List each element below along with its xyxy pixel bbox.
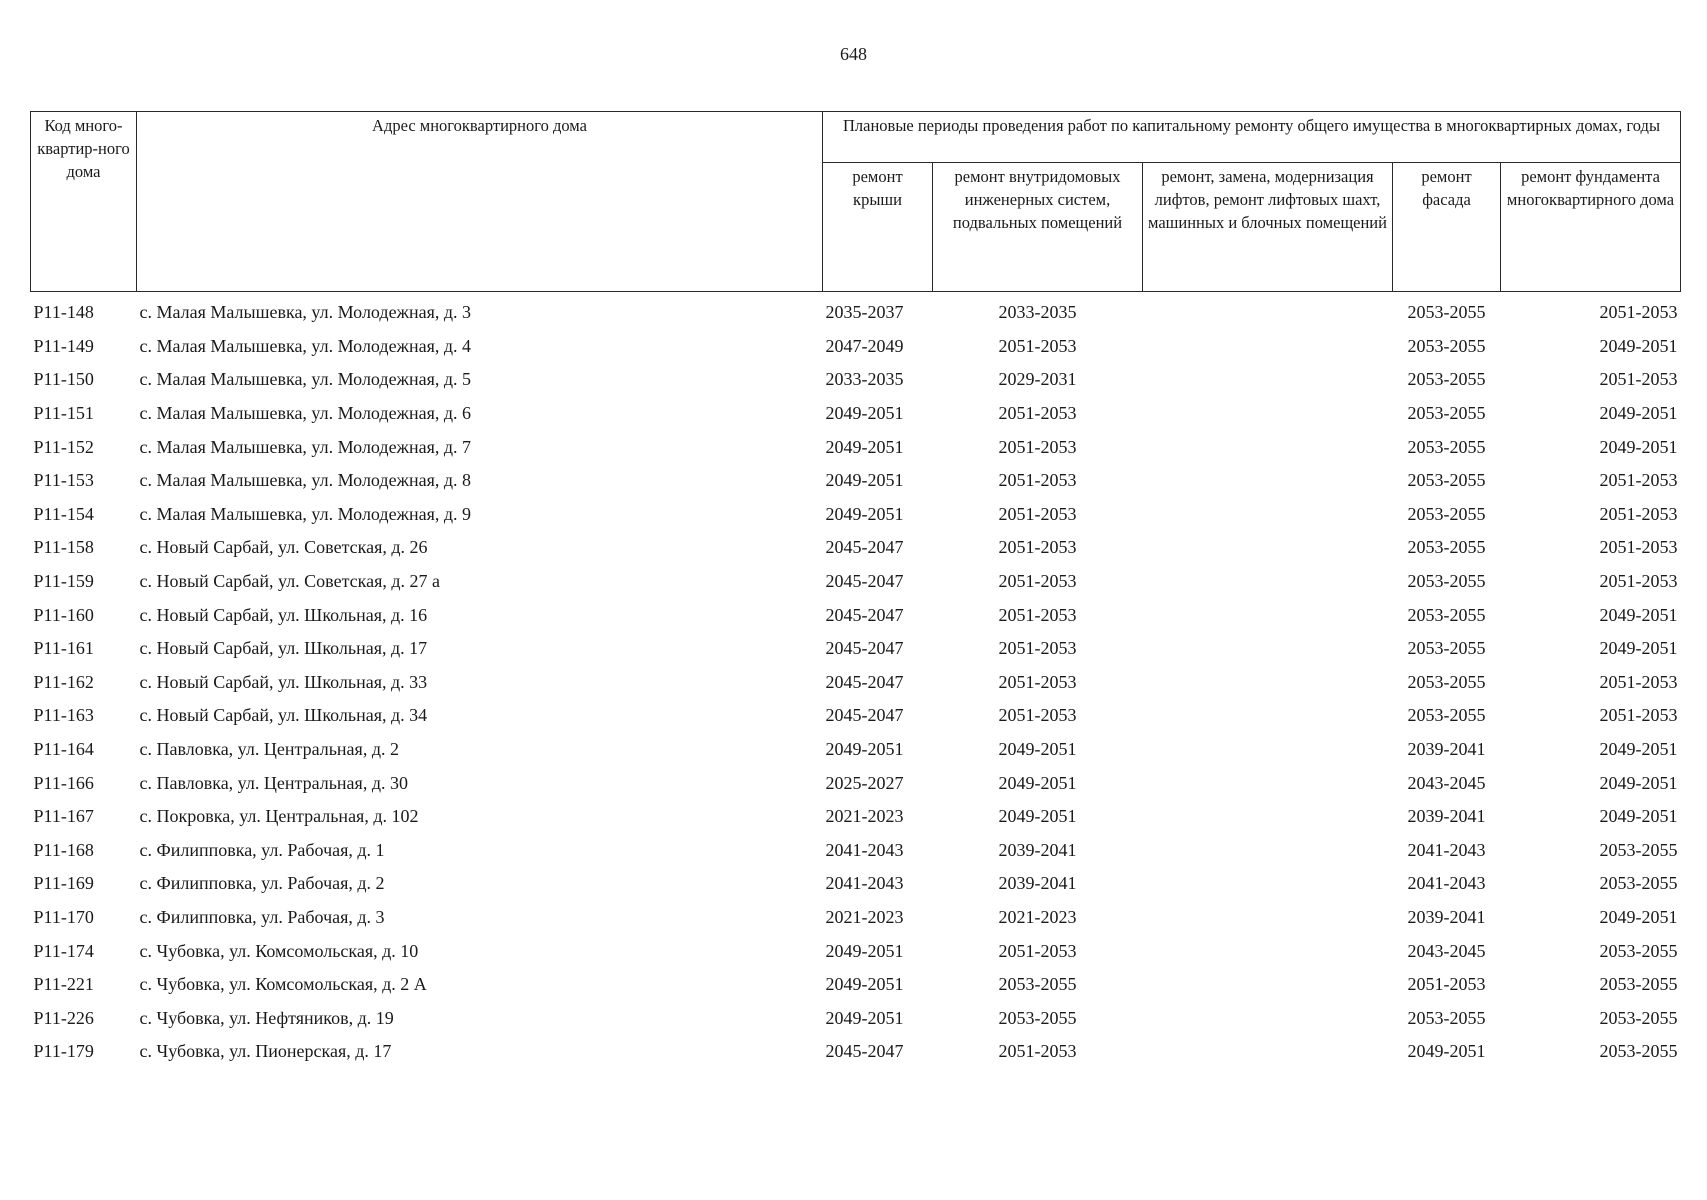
house-code: Р11-163 (33, 705, 94, 726)
elevator-repair-period (1143, 363, 1393, 397)
header-foundation: ремонт фундамента многоквартирного дома (1501, 163, 1681, 292)
foundation-repair-period: 2053-2055 (1599, 940, 1678, 961)
table-row (31, 1035, 1681, 1069)
engineering-repair-period: 2051-2053 (998, 537, 1077, 558)
elevator-repair-period (1143, 867, 1393, 901)
house-code: Р11-148 (33, 302, 94, 323)
facade-repair-period: 2041-2043 (1407, 873, 1486, 894)
engineering-repair-period: 2051-2053 (998, 1041, 1077, 1062)
house-code: Р11-154 (33, 503, 94, 524)
house-address: с. Чубовка, ул. Нефтяников, д. 19 (139, 1007, 394, 1028)
elevator-repair-period (1143, 834, 1393, 868)
foundation-repair-period: 2051-2053 (1599, 470, 1678, 491)
table-row (31, 901, 1681, 935)
foundation-repair-period: 2051-2053 (1599, 503, 1678, 524)
roof-repair-period: 2045-2047 (825, 705, 904, 726)
house-code: Р11-153 (33, 470, 94, 491)
roof-repair-period: 2045-2047 (825, 671, 904, 692)
facade-repair-period: 2053-2055 (1407, 638, 1486, 659)
elevator-repair-period (1143, 699, 1393, 733)
engineering-repair-period: 2051-2053 (998, 571, 1077, 592)
elevator-repair-period (1143, 397, 1393, 431)
foundation-repair-period: 2049-2051 (1599, 403, 1678, 424)
foundation-repair-period: 2051-2053 (1599, 369, 1678, 390)
roof-repair-period: 2049-2051 (825, 1007, 904, 1028)
house-code: Р11-168 (33, 839, 94, 860)
foundation-repair-period: 2049-2051 (1599, 739, 1678, 760)
roof-repair-period: 2021-2023 (825, 906, 904, 927)
house-address: с. Малая Малышевка, ул. Молодежная, д. 4 (139, 335, 472, 356)
roof-repair-period: 2035-2037 (825, 302, 904, 323)
house-code: Р11-161 (33, 638, 94, 659)
table-row (31, 430, 1681, 464)
house-address: с. Павловка, ул. Центральная, д. 30 (139, 772, 408, 793)
house-code: Р11-152 (33, 436, 94, 457)
roof-repair-period: 2049-2051 (825, 739, 904, 760)
house-code: Р11-170 (33, 906, 94, 927)
house-address: с. Малая Малышевка, ул. Молодежная, д. 3 (139, 302, 472, 323)
house-address: с. Филипповка, ул. Рабочая, д. 1 (139, 839, 385, 860)
elevator-repair-period (1143, 292, 1393, 330)
roof-repair-period: 2033-2035 (825, 369, 904, 390)
engineering-repair-period: 2051-2053 (998, 335, 1077, 356)
roof-repair-period: 2025-2027 (825, 772, 904, 793)
table-row (31, 498, 1681, 532)
elevator-repair-period (1143, 330, 1393, 364)
facade-repair-period: 2053-2055 (1407, 705, 1486, 726)
house-address: с. Новый Сарбай, ул. Школьная, д. 17 (139, 638, 428, 659)
table-row (31, 598, 1681, 632)
house-address: с. Филипповка, ул. Рабочая, д. 2 (139, 873, 385, 894)
elevator-repair-period (1143, 800, 1393, 834)
facade-repair-period: 2051-2053 (1407, 974, 1486, 995)
foundation-repair-period: 2053-2055 (1599, 1007, 1678, 1028)
engineering-repair-period: 2029-2031 (998, 369, 1077, 390)
elevator-repair-period (1143, 632, 1393, 666)
engineering-repair-period: 2051-2053 (998, 403, 1077, 424)
house-code: Р11-149 (33, 335, 94, 356)
house-address: с. Малая Малышевка, ул. Молодежная, д. 7 (139, 436, 472, 457)
engineering-repair-period: 2039-2041 (998, 873, 1077, 894)
elevator-repair-period (1143, 1035, 1393, 1069)
table-body (31, 292, 1681, 1069)
elevator-repair-period (1143, 766, 1393, 800)
house-code: Р11-151 (33, 403, 94, 424)
table-header (31, 112, 1681, 292)
house-address: с. Филипповка, ул. Рабочая, д. 3 (139, 906, 385, 927)
engineering-repair-period: 2053-2055 (998, 974, 1077, 995)
house-code: Р11-221 (33, 974, 94, 995)
roof-repair-period: 2045-2047 (825, 571, 904, 592)
table-row (31, 464, 1681, 498)
engineering-repair-period: 2033-2035 (998, 302, 1077, 323)
roof-repair-period: 2049-2051 (825, 974, 904, 995)
facade-repair-period: 2039-2041 (1407, 739, 1486, 760)
house-code: Р11-226 (33, 1007, 94, 1028)
facade-repair-period: 2053-2055 (1407, 436, 1486, 457)
roof-repair-period: 2049-2051 (825, 436, 904, 457)
elevator-repair-period (1143, 464, 1393, 498)
foundation-repair-period: 2049-2051 (1599, 638, 1678, 659)
roof-repair-period: 2049-2051 (825, 403, 904, 424)
engineering-repair-period: 2021-2023 (998, 906, 1077, 927)
table-row (31, 800, 1681, 834)
house-code: Р11-162 (33, 671, 94, 692)
header-code: Код много-квартир-ного дома (31, 112, 137, 292)
foundation-repair-period: 2049-2051 (1599, 436, 1678, 457)
house-address: с. Чубовка, ул. Комсомольская, д. 10 (139, 940, 419, 961)
foundation-repair-period: 2049-2051 (1599, 806, 1678, 827)
engineering-repair-period: 2051-2053 (998, 503, 1077, 524)
facade-repair-period: 2039-2041 (1407, 806, 1486, 827)
table-row (31, 531, 1681, 565)
facade-repair-period: 2041-2043 (1407, 839, 1486, 860)
foundation-repair-period: 2053-2055 (1599, 1041, 1678, 1062)
roof-repair-period: 2049-2051 (825, 503, 904, 524)
roof-repair-period: 2049-2051 (825, 470, 904, 491)
header-periods: Плановые периоды проведения работ по капитальному ремонту общего имущества в многоквартирных домах, годы (823, 112, 1681, 163)
table-row (31, 397, 1681, 431)
table-row (31, 632, 1681, 666)
house-address: с. Новый Сарбай, ул. Советская, д. 26 (139, 537, 428, 558)
engineering-repair-period: 2049-2051 (998, 772, 1077, 793)
facade-repair-period: 2039-2041 (1407, 906, 1486, 927)
house-address: с. Новый Сарбай, ул. Школьная, д. 16 (139, 604, 428, 625)
table-row (31, 565, 1681, 599)
house-address: с. Новый Сарбай, ул. Советская, д. 27 а (139, 571, 441, 592)
elevator-repair-period (1143, 565, 1393, 599)
house-code: Р11-150 (33, 369, 94, 390)
engineering-repair-period: 2051-2053 (998, 604, 1077, 625)
roof-repair-period: 2021-2023 (825, 806, 904, 827)
elevator-repair-period (1143, 934, 1393, 968)
engineering-repair-period: 2053-2055 (998, 1007, 1077, 1028)
house-code: Р11-159 (33, 571, 94, 592)
house-address: с. Павловка, ул. Центральная, д. 2 (139, 739, 399, 760)
elevator-repair-period (1143, 968, 1393, 1002)
house-code: Р11-160 (33, 604, 94, 625)
facade-repair-period: 2053-2055 (1407, 369, 1486, 390)
elevator-repair-period (1143, 430, 1393, 464)
engineering-repair-period: 2051-2053 (998, 470, 1077, 491)
page-number: 648 (840, 44, 867, 64)
table-row (31, 934, 1681, 968)
facade-repair-period: 2053-2055 (1407, 403, 1486, 424)
house-code: Р11-169 (33, 873, 94, 894)
roof-repair-period: 2041-2043 (825, 873, 904, 894)
engineering-repair-period: 2051-2053 (998, 940, 1077, 961)
facade-repair-period: 2053-2055 (1407, 571, 1486, 592)
engineering-repair-period: 2049-2051 (998, 806, 1077, 827)
table-row (31, 699, 1681, 733)
house-code: Р11-179 (33, 1041, 94, 1062)
foundation-repair-period: 2049-2051 (1599, 906, 1678, 927)
facade-repair-period: 2049-2051 (1407, 1041, 1486, 1062)
roof-repair-period: 2041-2043 (825, 839, 904, 860)
table-row (31, 292, 1681, 330)
table-row (31, 867, 1681, 901)
engineering-repair-period: 2049-2051 (998, 739, 1077, 760)
house-address: с. Чубовка, ул. Пионерская, д. 17 (139, 1041, 392, 1062)
facade-repair-period: 2053-2055 (1407, 1007, 1486, 1028)
house-code: Р11-174 (33, 940, 94, 961)
foundation-repair-period: 2051-2053 (1599, 671, 1678, 692)
facade-repair-period: 2053-2055 (1407, 671, 1486, 692)
facade-repair-period: 2053-2055 (1407, 470, 1486, 491)
table-row (31, 834, 1681, 868)
house-address: с. Новый Сарбай, ул. Школьная, д. 34 (139, 705, 428, 726)
house-address: с. Малая Малышевка, ул. Молодежная, д. 9 (139, 503, 472, 524)
house-code: Р11-167 (33, 806, 94, 827)
facade-repair-period: 2053-2055 (1407, 302, 1486, 323)
table-row (31, 330, 1681, 364)
foundation-repair-period: 2049-2051 (1599, 335, 1678, 356)
roof-repair-period: 2045-2047 (825, 604, 904, 625)
house-address: с. Малая Малышевка, ул. Молодежная, д. 8 (139, 470, 472, 491)
engineering-repair-period: 2051-2053 (998, 638, 1077, 659)
foundation-repair-period: 2049-2051 (1599, 604, 1678, 625)
house-code: Р11-164 (33, 739, 94, 760)
table-row (31, 363, 1681, 397)
roof-repair-period: 2045-2047 (825, 638, 904, 659)
elevator-repair-period (1143, 531, 1393, 565)
house-address: с. Чубовка, ул. Комсомольская, д. 2 А (139, 974, 427, 995)
foundation-repair-period: 2051-2053 (1599, 571, 1678, 592)
house-code: Р11-158 (33, 537, 94, 558)
table-row (31, 1001, 1681, 1035)
foundation-repair-period: 2053-2055 (1599, 974, 1678, 995)
house-address: с. Новый Сарбай, ул. Школьная, д. 33 (139, 671, 428, 692)
house-address: с. Покровка, ул. Центральная, д. 102 (139, 806, 419, 827)
engineering-repair-period: 2051-2053 (998, 436, 1077, 457)
table-row (31, 766, 1681, 800)
facade-repair-period: 2053-2055 (1407, 604, 1486, 625)
foundation-repair-period: 2049-2051 (1599, 772, 1678, 793)
engineering-repair-period: 2051-2053 (998, 671, 1077, 692)
facade-repair-period: 2043-2045 (1407, 940, 1486, 961)
foundation-repair-period: 2051-2053 (1599, 537, 1678, 558)
header-address: Адрес многоквартирного дома (137, 112, 823, 292)
elevator-repair-period (1143, 901, 1393, 935)
elevator-repair-period (1143, 733, 1393, 767)
house-address: с. Малая Малышевка, ул. Молодежная, д. 6 (139, 403, 472, 424)
foundation-repair-period: 2051-2053 (1599, 302, 1678, 323)
table-row (31, 968, 1681, 1002)
facade-repair-period: 2053-2055 (1407, 335, 1486, 356)
header-facade: ремонт фасада (1393, 163, 1501, 292)
facade-repair-period: 2053-2055 (1407, 537, 1486, 558)
roof-repair-period: 2045-2047 (825, 1041, 904, 1062)
facade-repair-period: 2053-2055 (1407, 503, 1486, 524)
table-row (31, 733, 1681, 767)
roof-repair-period: 2045-2047 (825, 537, 904, 558)
foundation-repair-period: 2053-2055 (1599, 873, 1678, 894)
foundation-repair-period: 2053-2055 (1599, 839, 1678, 860)
header-roof: ремонт крыши (823, 163, 933, 292)
engineering-repair-period: 2039-2041 (998, 839, 1077, 860)
elevator-repair-period (1143, 666, 1393, 700)
table-row (31, 666, 1681, 700)
engineering-repair-period: 2051-2053 (998, 705, 1077, 726)
facade-repair-period: 2043-2045 (1407, 772, 1486, 793)
foundation-repair-period: 2051-2053 (1599, 705, 1678, 726)
elevator-repair-period (1143, 1001, 1393, 1035)
repair-schedule-table (30, 111, 1681, 1069)
roof-repair-period: 2047-2049 (825, 335, 904, 356)
header-engineering: ремонт внутридомовых инженерных систем, подвальных помещений (933, 163, 1143, 292)
house-address: с. Малая Малышевка, ул. Молодежная, д. 5 (139, 369, 472, 390)
elevator-repair-period (1143, 498, 1393, 532)
elevator-repair-period (1143, 598, 1393, 632)
header-elevators: ремонт, замена, модернизация лифтов, ремонт лифтовых шахт, машинных и блочных помещений (1143, 163, 1393, 292)
roof-repair-period: 2049-2051 (825, 940, 904, 961)
house-code: Р11-166 (33, 772, 94, 793)
